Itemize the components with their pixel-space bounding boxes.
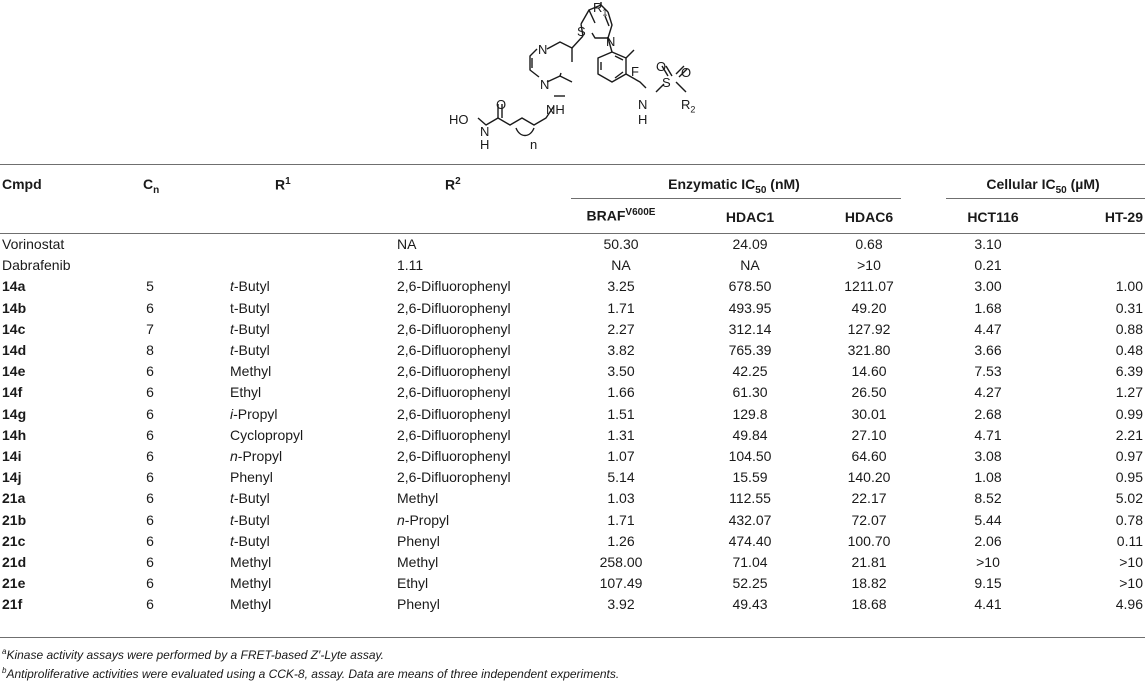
cell-cmpd: 21c <box>2 532 26 549</box>
cell-r1: Methyl <box>230 596 272 613</box>
cell-hdac1: 129.8 <box>732 405 768 422</box>
cell-hdac6: 64.60 <box>851 448 887 464</box>
cell-hct116: 1.68 <box>974 299 1002 316</box>
cell-hdac1: 493.95 <box>728 299 772 316</box>
cell-hct116: 0.21 <box>974 257 1002 274</box>
cell-hct116: 7.53 <box>974 363 1002 380</box>
cell-r2: 2,6-Difluorophenyl <box>397 448 511 464</box>
cell-r2: 2,6-Difluorophenyl <box>397 363 511 380</box>
cell-braf: 1.31 <box>607 426 635 443</box>
cell-cmpd: 14c <box>2 320 26 337</box>
cell-cmpd: 21b <box>2 511 27 528</box>
table-top-rule <box>0 164 1145 165</box>
table-bottom-rule <box>0 637 1145 638</box>
cell-hct116: 4.41 <box>974 596 1002 613</box>
cell-hct116: 3.10 <box>974 236 1002 252</box>
cell-r2: 2,6-Difluorophenyl <box>397 299 511 316</box>
cell-hdac1: 15.59 <box>732 469 768 486</box>
cell-cmpd: 14j <box>2 469 22 486</box>
header-cmpd: Cmpd <box>2 176 42 192</box>
cell-hdac1: 71.04 <box>732 554 768 570</box>
header-r2: $R^2$ <box>445 176 461 193</box>
cell-r2: 2,6-Difluorophenyl <box>397 384 511 401</box>
atom-o2: O <box>681 65 692 80</box>
cell-hdac1: NA <box>740 257 760 274</box>
header-ht29: HT-29 <box>1104 209 1143 225</box>
cell-r2: Phenyl <box>397 596 440 613</box>
cell-cn: 6 <box>146 469 154 486</box>
cell-ht29: >10 <box>1119 554 1143 570</box>
header-cellular-ic50: Cellular $IC_{50}$ (µM) <box>986 176 1100 196</box>
cell-r1: Ethyl <box>230 384 262 401</box>
cell-hct116: 2.06 <box>974 532 1002 549</box>
cell-hdac1: 42.25 <box>732 363 768 380</box>
cell-cn: 6 <box>146 596 154 613</box>
cell-hdac1: 104.50 <box>728 448 772 464</box>
header-enzymatic-ic50: Enzymatic $IC_{50}$ (nM) <box>668 176 800 196</box>
cell-ht29: 0.97 <box>1115 448 1143 464</box>
cell-hdac6: 0.68 <box>855 236 883 252</box>
cell-hdac1: 432.07 <box>728 511 772 528</box>
cell-braf: 1.26 <box>607 532 635 549</box>
cell-ht29: 0.31 <box>1115 299 1143 316</box>
atom-n-pyrimidine-2: N <box>540 77 550 92</box>
cell-r1: i-Propyl <box>230 405 278 422</box>
atom-r1: $R_1$ <box>593 0 608 18</box>
cell-cmpd: 14b <box>2 299 27 316</box>
cell-hdac1: 49.43 <box>732 596 768 613</box>
cell-r1: t-Butyl <box>230 490 270 507</box>
cell-braf: 3.50 <box>607 363 635 380</box>
cell-hct116: 8.52 <box>974 490 1002 507</box>
atom-f: F <box>631 64 639 79</box>
atom-n-index: n <box>530 137 538 152</box>
cell-cn: 7 <box>146 320 154 337</box>
cell-hct116: 3.66 <box>974 342 1002 358</box>
cell-braf: 50.30 <box>603 236 639 252</box>
cell-cn: 6 <box>146 426 154 443</box>
cell-cmpd: 21f <box>2 596 23 613</box>
cell-cn: 6 <box>146 490 154 507</box>
cell-braf: 3.92 <box>607 596 635 613</box>
cell-hdac6: 321.80 <box>847 342 891 358</box>
cell-ht29: 1.00 <box>1115 278 1143 295</box>
cell-hdac6: 14.60 <box>851 363 887 380</box>
cell-r2: Methyl <box>397 554 439 570</box>
cell-ht29: 0.95 <box>1115 469 1143 486</box>
cell-r2: 2,6-Difluorophenyl <box>397 426 511 443</box>
cell-r1: t-Butyl <box>230 532 270 549</box>
cell-cmpd: 21d <box>2 554 27 570</box>
cell-hdac1: 765.39 <box>728 342 772 358</box>
cell-hdac6: 49.20 <box>851 299 887 316</box>
cell-r1: Phenyl <box>230 469 273 486</box>
cell-ht29: 1.27 <box>1115 384 1143 401</box>
cell-hdac6: 127.92 <box>847 320 891 337</box>
cell-ht29: 0.88 <box>1115 320 1143 337</box>
cell-cmpd: 14f <box>2 384 23 401</box>
header-cn: $C_n$ <box>143 176 160 196</box>
cell-hdac6: 22.17 <box>851 490 887 507</box>
cell-r2: Ethyl <box>397 575 429 592</box>
cell-ht29: 5.02 <box>1115 490 1143 507</box>
cell-r1: t-Butyl <box>230 278 270 295</box>
cell-hct116: 9.15 <box>974 575 1002 592</box>
cell-hdac6: 26.50 <box>851 384 887 401</box>
cell-hdac1: 49.84 <box>732 426 768 443</box>
cell-cmpd: 14d <box>2 342 27 358</box>
cell-r2: 2,6-Difluorophenyl <box>397 342 511 358</box>
cell-cn: 6 <box>146 575 154 592</box>
header-bottom-rule <box>0 233 1145 234</box>
cell-r1: t-Butyl <box>230 511 270 528</box>
header-braf: $BRAF^{V600E}$ <box>586 207 656 224</box>
cell-cn: 6 <box>146 532 154 549</box>
cell-braf: 2.27 <box>607 320 635 337</box>
cell-ht29: 2.21 <box>1115 426 1143 443</box>
cell-hdac1: 678.50 <box>728 278 772 295</box>
cell-hdac6: 21.81 <box>851 554 887 570</box>
footnote-a: $^a$Kinase activity assays were performed by a FRET-based Z′-Lyte assay. <box>2 647 384 662</box>
cell-braf: 3.25 <box>607 278 635 295</box>
cell-cn: 6 <box>146 511 154 528</box>
cell-ht29: 0.78 <box>1115 511 1143 528</box>
cell-r2: 2,6-Difluorophenyl <box>397 405 511 422</box>
cell-r2: 1.11 <box>397 257 424 274</box>
cell-braf: 1.71 <box>607 299 635 316</box>
cell-cmpd: 14a <box>2 278 26 295</box>
cell-braf: 107.49 <box>599 575 643 592</box>
cell-hct116: 5.44 <box>974 511 1002 528</box>
cell-hct116: 1.08 <box>974 469 1002 486</box>
cell-cmpd: 14e <box>2 363 26 380</box>
cell-r1: t-Butyl <box>230 320 270 337</box>
cell-hdac6: 18.68 <box>851 596 887 613</box>
cell-hct116: 4.47 <box>974 320 1002 337</box>
cell-cn: 6 <box>146 299 154 316</box>
cellular-group-rule <box>946 198 1145 199</box>
cell-hdac6: 18.82 <box>851 575 887 592</box>
cell-cmpd: 14g <box>2 405 27 422</box>
header-r1: $R^1$ <box>275 176 291 193</box>
cell-braf: 1.71 <box>607 511 635 528</box>
atom-ho: HO <box>449 112 469 127</box>
atom-s-sulfonyl: S <box>662 75 671 90</box>
cell-hct116: 4.71 <box>974 426 1002 443</box>
atom-nh-amine: NH <box>546 102 565 117</box>
cell-r2: 2,6-Difluorophenyl <box>397 320 511 337</box>
cell-cn: 6 <box>146 363 154 380</box>
atom-o1: O <box>656 59 667 74</box>
cell-cmpd: Dabrafenib <box>2 257 71 274</box>
cell-hdac6: 30.01 <box>851 405 887 422</box>
header-hct116: HCT116 <box>967 209 1019 225</box>
cell-hdac1: 61.30 <box>732 384 768 401</box>
cell-r1: t-Butyl <box>230 342 270 358</box>
atom-n-hydroxamic: N <box>480 124 490 139</box>
cell-r1: n-Propyl <box>230 448 283 464</box>
cell-ht29: >10 <box>1119 575 1143 592</box>
cell-hct116: >10 <box>976 554 1000 570</box>
footnote-b: $^b$Antiproliferative activities were evaluated using a CCK-8, assay. Data are means of three independent experiments. <box>2 666 620 681</box>
cell-r2: NA <box>397 236 417 252</box>
cell-r2: 2,6-Difluorophenyl <box>397 278 511 295</box>
cell-cmpd: Vorinostat <box>2 236 65 252</box>
cell-hdac1: 52.25 <box>732 575 768 592</box>
cell-ht29: 0.11 <box>1116 532 1143 549</box>
cell-hdac6: 27.10 <box>851 426 887 443</box>
cell-braf: 1.03 <box>607 490 635 507</box>
cell-hdac1: 24.09 <box>732 236 768 252</box>
cell-braf: 3.82 <box>607 342 635 358</box>
cell-hdac6: 100.70 <box>847 532 891 549</box>
cell-braf: 1.07 <box>607 448 635 464</box>
cell-hdac6: 72.07 <box>851 511 887 528</box>
cell-r2: Methyl <box>397 490 439 507</box>
atom-o-carbonyl: O <box>496 97 507 112</box>
header-hdac1: HDAC1 <box>725 209 775 225</box>
cell-hdac1: 312.14 <box>728 320 772 337</box>
cell-cmpd: 21e <box>2 575 26 592</box>
cell-cn: 6 <box>146 405 154 422</box>
cell-braf: 258.00 <box>599 554 643 570</box>
cell-hdac6: 1211.07 <box>844 278 894 295</box>
cell-cmpd: 14h <box>2 426 27 443</box>
cell-cmpd: 21a <box>2 490 26 507</box>
cell-cn: 5 <box>146 278 154 295</box>
cell-hdac1: 474.40 <box>728 532 772 549</box>
cell-r2: 2,6-Difluorophenyl <box>397 469 511 486</box>
cell-braf: 1.51 <box>607 405 635 422</box>
atom-n-sulfonamide: N <box>638 97 648 112</box>
cell-braf: 5.14 <box>607 469 635 486</box>
atom-r2: $R_2$ <box>681 97 696 115</box>
cell-ht29: 6.39 <box>1115 363 1143 380</box>
cell-r1: Methyl <box>230 363 272 380</box>
cell-hct116: 3.00 <box>974 278 1002 295</box>
atom-h-hydroxamic: H <box>480 137 490 152</box>
cell-hct116: 4.27 <box>974 384 1002 401</box>
cell-cn: 6 <box>146 554 154 570</box>
atom-n-thiazole: N <box>606 34 616 49</box>
cell-braf: NA <box>611 257 631 274</box>
cell-cn: 6 <box>146 448 154 464</box>
cell-r1: Cyclopropyl <box>230 426 304 443</box>
enzymatic-group-rule <box>571 198 901 199</box>
cell-cmpd: 14i <box>2 448 22 464</box>
cell-r1: t-Butyl <box>230 299 270 316</box>
cell-r2: Phenyl <box>397 532 440 549</box>
cell-ht29: 0.99 <box>1115 405 1143 422</box>
cell-braf: 1.66 <box>607 384 635 401</box>
cell-hdac6: 140.20 <box>847 469 891 486</box>
atom-s-thiazole: S <box>577 24 586 39</box>
cell-r2: n-Propyl <box>397 511 450 528</box>
cell-ht29: 0.48 <box>1115 342 1143 358</box>
cell-hct116: 3.08 <box>974 448 1002 464</box>
header-hdac6: HDAC6 <box>844 209 894 225</box>
atom-n-pyrimidine-1: N <box>538 42 548 57</box>
cell-cn: 8 <box>146 342 154 358</box>
cell-hdac6: >10 <box>857 257 881 274</box>
atom-h-sulfonamide: H <box>638 112 648 127</box>
cell-ht29: 4.96 <box>1115 596 1143 613</box>
cell-hdac1: 112.55 <box>729 490 771 507</box>
cell-r1: Methyl <box>230 554 272 570</box>
cell-cn: 6 <box>146 384 154 401</box>
cell-hct116: 2.68 <box>974 405 1002 422</box>
cell-r1: Methyl <box>230 575 272 592</box>
